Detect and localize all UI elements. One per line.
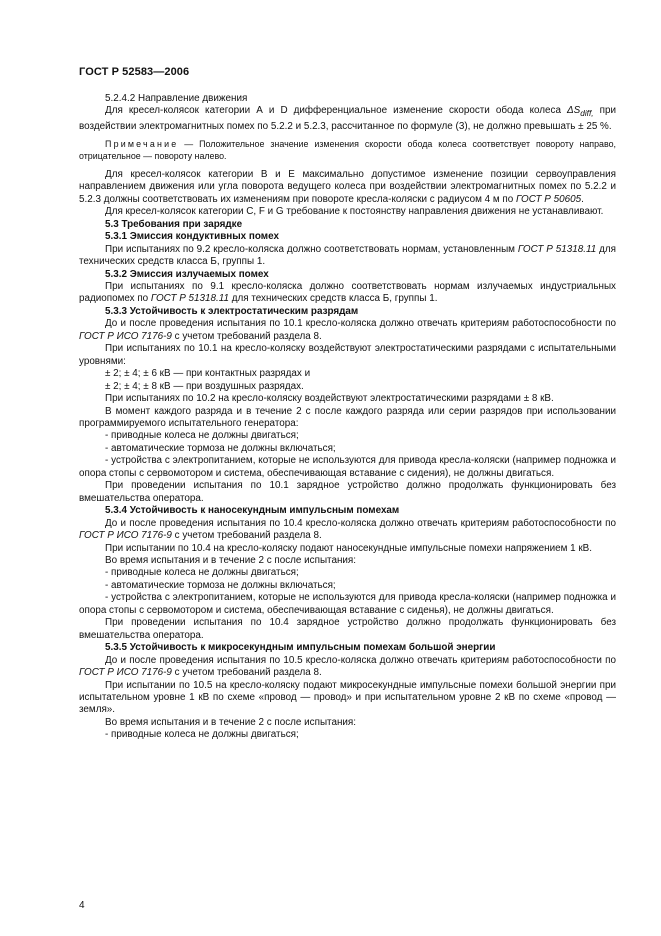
standard-reference: ГОСТ Р 50605 — [515, 193, 582, 205]
note-text: — Положительное значение изменения скорости обода колеса соответствует повороту направо, отрицательное — повороту налево. — [79, 139, 616, 162]
paragraph: Во время испытания и в течение 2 с после испытания: — [105, 554, 357, 566]
paragraph: Во время испытания и в течение 2 с после испытания: — [105, 716, 357, 728]
section-5-3-1-heading: 5.3.1 Эмиссия кондуктивных помех — [105, 231, 279, 243]
paragraph — [79, 244, 616, 269]
page-number: 4 — [79, 900, 85, 911]
section-5-3-4-heading: 5.3.4 Устойчивость к наносекундным импульсным помехам — [105, 505, 400, 517]
text: с учетом требований раздела 8. — [171, 667, 322, 679]
standard-reference: ГОСТ Р ИСО 7176-9 — [79, 530, 172, 542]
paragraph — [79, 169, 616, 206]
subsection-5-2-4-2: 5.2.4.2 Направление движения — [105, 93, 248, 104]
text: для технических средств класса Б, группы 1. — [79, 243, 616, 268]
note — [79, 139, 616, 163]
paragraph — [79, 318, 616, 343]
text: Для кресел-колясок категории В и Е максимально допустимое изменение позиции сервоуправления направлением движения или угла поворота ведущего колеса при воздействии электромагнитных помех по 5.2.2 и 5.2.3 должны соответствовать их изменениям при повороте кресла-коляски с радиусом 4 м по — [79, 168, 616, 205]
paragraph: При проведении испытания по 10.1 зарядное устройство должно продолжать функционировать без вмешательства оператора. — [79, 480, 616, 504]
text: . — [581, 193, 584, 205]
list-item: ± 2; ± 4; ± 6 кВ — при контактных разрядах и — [105, 368, 311, 380]
section-5-3-5-heading: 5.3.5 Устойчивость к микросекундным импульсным помехам большой энергии — [105, 642, 496, 654]
document-header: ГОСТ Р 52583—2006 — [79, 66, 190, 78]
text: с учетом требований раздела 8. — [171, 330, 322, 342]
text: До и после проведения испытания по 10.5 кресло-коляска должно отвечать критериям работоспособности по — [105, 654, 616, 666]
paragraph — [79, 655, 616, 680]
section-5-3-heading: 5.3 Требования при зарядке — [105, 218, 243, 230]
paragraph — [79, 281, 616, 306]
text: До и после проведения испытания по 10.1 кресло-коляска должно отвечать критериям работоспособности по — [105, 318, 616, 330]
paragraph: В момент каждого разряда и в течение 2 с после каждого разряда или серии разрядов при использовании программируемого испытательного генератора: — [79, 405, 616, 429]
text: при воздействии электромагнитных помех по 5.2.2 и 5.2.3, рассчитанное по формуле (3), не должно превышать ± 25 %. — [79, 105, 616, 132]
paragraph: При испытаниях по 10.2 на кресло-коляску воздействуют электростатическими разрядами ± 8 кВ. — [105, 393, 554, 405]
text: с учетом требований раздела 8. — [171, 530, 322, 542]
note-label: Примечание — [105, 139, 179, 150]
text: При испытаниях по 9.2 кресло-коляска должно соответствовать нормам, установленным — [105, 243, 518, 255]
list-item: - приводные колеса не должны двигаться; — [105, 729, 299, 741]
symbol-subscript: diff, — [580, 109, 594, 119]
symbol: ΔS — [567, 105, 581, 117]
document-body — [79, 93, 616, 742]
paragraph: При испытании по 10.4 на кресло-коляску подают наносекундные импульсные помехи напряжением 1 кВ. — [105, 542, 593, 554]
paragraph: При испытании по 10.5 на кресло-коляску подают микросекундные импульсные помехи большой энергии при испытательном уровне 1 кВ по схеме «провод — провод» и при испытательном уровне 2 кВ по схеме «провод — земля». — [79, 679, 616, 716]
paragraph: При испытаниях по 10.1 на кресло-коляску воздействуют электростатическими разрядами с испытательными уровнями: — [79, 343, 616, 367]
list-item: - автоматические тормоза не должны включаться; — [105, 579, 336, 591]
text: До и после проведения испытания по 10.4 кресло-коляска должно отвечать критериям работоспособности по — [105, 517, 616, 529]
section-5-3-3-heading: 5.3.3 Устойчивость к электростатическим разрядам — [105, 305, 359, 317]
standard-reference: ГОСТ Р 51318.11 — [150, 293, 230, 305]
paragraph — [79, 105, 616, 133]
standard-reference: ГОСТ Р 51318.11 — [517, 243, 597, 255]
standard-reference: ГОСТ Р ИСО 7176-9 — [79, 330, 172, 342]
list-item: ± 2; ± 4; ± 8 кВ — при воздушных разрядах. — [105, 380, 304, 392]
paragraph: При проведении испытания по 10.4 зарядное устройство должно продолжать функционировать без вмешательства оператора. — [79, 617, 616, 641]
paragraph: Для кресел-колясок категории С, F и G требование к постоянству направления движения не устанавливают. — [105, 206, 604, 218]
list-item: - устройства с электропитанием, которые не используются для привода кресла-коляски (например подножка и опора стопы с сервомотором и система, обеспечивающая вставание с сидения), не должны двигаться. — [79, 455, 616, 479]
list-item: - устройства с электропитанием, которые не используются для привода кресла-коляски (например подножка и опора стопы с сервомотором и система, обеспечивающая вставание с сиденья), не должны двигаться. — [79, 592, 616, 616]
paragraph — [79, 518, 616, 543]
section-5-3-2-heading: 5.3.2 Эмиссия излучаемых помех — [105, 268, 269, 280]
list-item: - приводные колеса не должны двигаться; — [105, 430, 299, 442]
standard-reference: ГОСТ Р ИСО 7176-9 — [79, 667, 172, 679]
text: для технических средств класса Б, группы 1. — [229, 293, 438, 305]
text: Для кресел-колясок категории А и D дифференциальное изменение скорости обода колеса — [105, 105, 568, 117]
list-item: - автоматические тормоза не должны включаться; — [105, 442, 336, 454]
list-item: - приводные колеса не должны двигаться; — [105, 567, 299, 579]
text: При испытаниях по 9.1 кресло-коляска должно соответствовать нормам излучаемых индустриальных радиопомех по — [79, 281, 616, 305]
